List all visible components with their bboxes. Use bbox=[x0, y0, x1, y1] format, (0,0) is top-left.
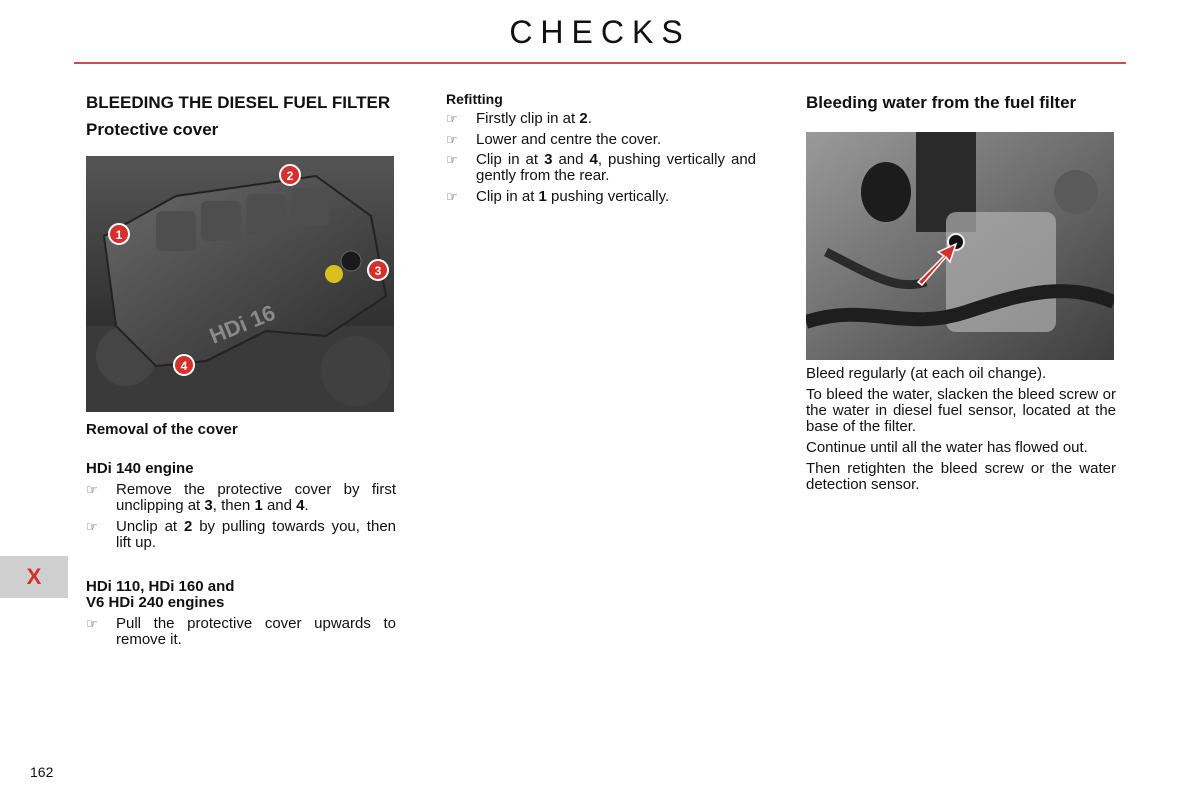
right-column bbox=[806, 88, 1116, 498]
middle-column bbox=[446, 88, 756, 210]
callout-4 bbox=[174, 355, 194, 375]
pointing-hand-icon: ☞ bbox=[446, 152, 458, 167]
pointing-hand-icon: ☞ bbox=[446, 111, 458, 126]
hdi-other-steps bbox=[86, 616, 396, 648]
callout-3 bbox=[368, 260, 388, 280]
pointing-hand-icon: ☞ bbox=[446, 132, 458, 147]
fuel-filter-illustration bbox=[806, 132, 1114, 360]
svg-text:1: 1 bbox=[115, 228, 123, 242]
hdi140-steps bbox=[86, 482, 396, 551]
pointing-hand-icon: ☞ bbox=[86, 519, 98, 534]
paragraph: Continue until all the water has flowed out. bbox=[806, 439, 1088, 456]
pointing-hand-icon: ☞ bbox=[86, 482, 98, 497]
list-item: ☞ Lower and centre the cover. bbox=[446, 131, 662, 148]
list-item: ☞ Pull the protective cover upwards to remove it. bbox=[86, 615, 396, 648]
chapter-tab[interactable]: X bbox=[0, 556, 68, 598]
title-rule bbox=[74, 62, 1126, 64]
removal-heading: Removal of the cover bbox=[86, 421, 238, 438]
engine-cover-photo bbox=[86, 156, 394, 412]
engine-cover-illustration bbox=[86, 156, 394, 412]
refitting-heading: Refitting bbox=[446, 91, 503, 107]
bleeding-instructions bbox=[806, 366, 1116, 493]
hdi140-heading: HDi 140 engine bbox=[86, 460, 194, 477]
fuel-filter-photo bbox=[806, 132, 1114, 360]
page-title: CHECKS bbox=[509, 14, 691, 50]
svg-text:4: 4 bbox=[180, 359, 188, 373]
paragraph: Bleed regularly (at each oil change). bbox=[806, 365, 1047, 382]
callout-2 bbox=[280, 165, 300, 185]
list-item: ☞ Firstly clip in at 2. bbox=[446, 110, 592, 127]
list-item: ☞ Remove the protective cover by first unclipping at 3, then 1 and 4. bbox=[86, 481, 396, 514]
callout-1 bbox=[109, 224, 129, 244]
list-item: ☞ Clip in at 1 pushing vertically. bbox=[446, 188, 670, 205]
hdi-other-heading: HDi 110, HDi 160 and V6 HDi 240 engines bbox=[86, 578, 235, 611]
section-heading: BLEEDING THE DIESEL FUEL FILTER bbox=[86, 93, 391, 112]
paragraph: To bleed the water, slacken the bleed screw or the water in diesel fuel sensor, located at the base of the filter. bbox=[806, 386, 1116, 435]
paragraph: Then retighten the bleed screw or the water detection sensor. bbox=[806, 460, 1116, 493]
svg-text:2: 2 bbox=[286, 169, 294, 183]
pointing-hand-icon: ☞ bbox=[446, 189, 458, 204]
svg-text:3: 3 bbox=[374, 264, 382, 278]
engine-label-text: HDi 16 bbox=[205, 299, 279, 349]
list-item: ☞ Unclip at 2 by pulling towards you, then lift up. bbox=[86, 518, 396, 551]
subsection-heading: Protective cover bbox=[86, 120, 219, 139]
page-number: 162 bbox=[30, 764, 54, 780]
pointing-hand-icon: ☞ bbox=[86, 616, 98, 631]
list-item: ☞ Clip in at 3 and 4, pushing vertically and gently from the rear. bbox=[446, 151, 756, 184]
refitting-steps bbox=[446, 111, 756, 205]
left-column bbox=[86, 88, 396, 653]
bleeding-water-heading: Bleeding water from the fuel filter bbox=[806, 93, 1077, 112]
